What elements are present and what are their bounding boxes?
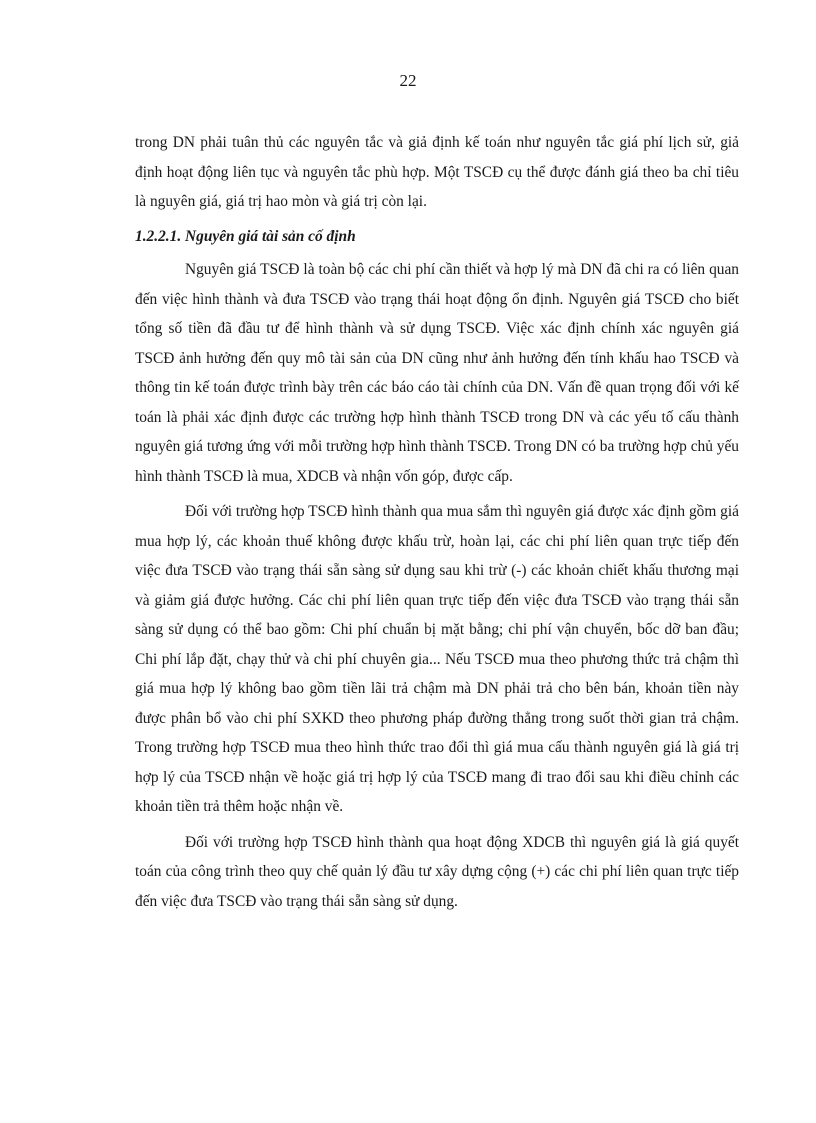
page-number: 22 bbox=[399, 71, 417, 90]
body-paragraph-3: Đối với trường hợp TSCĐ hình thành qua hoạt động XDCB thì nguyên giá là giá quyết toán của công trình theo quy chế quản lý đầu tư xây dựng cộng (+) các chi phí liên quan trực tiếp đến việc đưa TSCĐ vào trạng thái sẵn sàng sử dụng. bbox=[135, 833, 739, 910]
body-paragraph-1: Nguyên giá TSCĐ là toàn bộ các chi phí cần thiết và hợp lý mà DN đã chi ra có liên quan đến việc hình thành và đưa TSCĐ vào trạng thái hoạt động ổn định. Nguyên giá TSCĐ cho biết tổng số tiền đã đầu tư để hình thành và sử dụng TSCĐ. Việc xác định chính xác nguyên giá TSCĐ ảnh hưởng đến quy mô tài sản của DN cũng như ảnh hưởng đến tính khấu hao TSCĐ và thông tin kế toán được trình bày trên các báo cáo tài chính của DN. Vấn đề quan trọng đối với kế toán là phải xác định được các trường hợp hình thành TSCĐ trong DN và các yếu tố cấu thành nguyên giá tương ứng với mỗi trường hợp hình thành TSCĐ. Trong DN có ba trường hợp chủ yếu hình thành TSCĐ là mua, XDCB và nhận vốn góp, được cấp. bbox=[135, 261, 739, 485]
intro-paragraph: trong DN phải tuân thủ các nguyên tắc và giả định kế toán như nguyên tắc giá phí lịch sử, giả định hoạt động liên tục và nguyên tắc phù hợp. Một TSCĐ cụ thể được đánh giá theo ba chỉ tiêu là nguyên giá, giá trị hao mòn và giá trị còn lại. bbox=[135, 134, 739, 210]
body-paragraph-2: Đối với trường hợp TSCĐ hình thành qua mua sắm thì nguyên giá được xác định gồm giá mua hợp lý, các khoản thuế không được khấu trừ, hoàn lại, các chi phí liên quan trực tiếp đến việc đưa TSCĐ vào trạng thái sẵn sàng sử dụng sau khi trừ (-) các khoản chiết khấu thương mại và giảm giá được hưởng. Các chi phí liên quan trực tiếp đến việc đưa TSCĐ vào trạng thái sẵn sàng sử dụng có thể bao gồm: Chi phí chuẩn bị mặt bằng; chi phí vận chuyển, bốc dỡ ban đầu; Chi phí lắp đặt, chạy thử và chi phí chuyên gia... Nếu TSCĐ mua theo phương thức trả chậm thì giá mua hợp lý không bao gồm tiền lãi trả chậm mà DN phải trả cho bên bán, khoản tiền này được phân bổ vào chi phí SXKD theo phương pháp đường thẳng trong suốt thời gian trả chậm. Trong trường hợp TSCĐ mua theo hình thức trao đổi thì giá mua cấu thành nguyên giá là giá trị hợp lý của TSCĐ nhận về hoặc giá trị hợp lý của TSCĐ mang đi trao đổi sau khi điều chỉnh các khoản tiền trả thêm hoặc nhận về. bbox=[135, 503, 739, 815]
section-heading: 1.2.2.1. Nguyên giá tài sản cố định bbox=[135, 227, 356, 245]
page-body bbox=[135, 128, 739, 916]
